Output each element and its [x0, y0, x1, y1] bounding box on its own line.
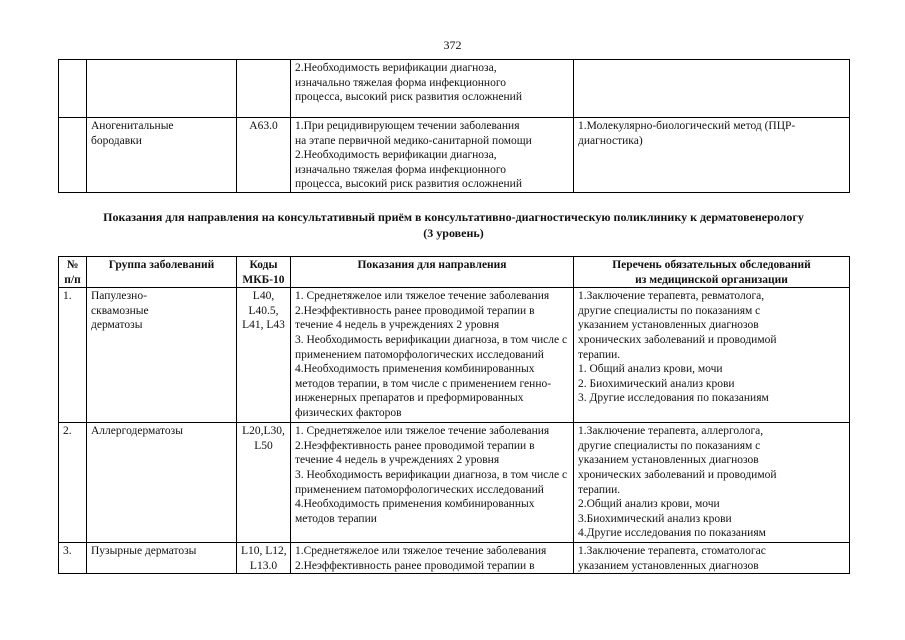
cell-num: 1.	[59, 288, 87, 423]
header-num-line: №	[66, 259, 79, 271]
cell-indications-line: изначально тяжелая форма инфекционного	[295, 163, 507, 176]
cell-group-line: Аногенитальные	[91, 120, 174, 132]
cell-exams-line: 1.Молекулярно-биологический метод (ПЦР-	[578, 120, 796, 132]
cell-exams	[574, 118, 850, 193]
header-indications-line: Показания для направления	[357, 259, 507, 271]
cell-exams	[574, 60, 850, 118]
cell-codes	[237, 423, 291, 543]
cell-group	[87, 118, 237, 193]
cell-group-line: Аллергодерматозы	[91, 425, 183, 438]
header-codes-line: МКБ-10	[242, 273, 285, 286]
cell-indications-line: физических факторов	[295, 406, 402, 419]
cell-exams-line: 1. Общий анализ крови, мочи	[578, 363, 723, 376]
cell-group	[87, 60, 237, 118]
cell-exams-line: 3. Другие исследования по показаниям	[578, 392, 769, 405]
header-num-line: п/п	[64, 273, 81, 286]
cell-group-line: сквамозные	[91, 304, 149, 317]
cell-codes	[237, 288, 291, 423]
cell-indications	[291, 543, 574, 574]
cell-exams-line: 3.Биохимический анализ крови	[578, 512, 732, 525]
header-exams-line: из медицинской организации	[635, 273, 788, 286]
cell-codes	[237, 118, 291, 193]
cell-indications-line: 1.Среднетяжелое или тяжелое течение заболевания	[295, 545, 547, 558]
cell-group	[87, 423, 237, 543]
cell-codes-line: A63.0	[249, 120, 278, 132]
cell-codes-line: L50	[254, 439, 273, 452]
cell-exams-line: 1.Заключение терапевта, ревматолога,	[578, 290, 765, 303]
cell-group	[87, 543, 237, 574]
cell-indications-line: течение 4 недель в учреждениях 2 уровня	[295, 454, 500, 467]
cell-indications-line: методов терапии	[295, 512, 377, 525]
cell-indications-line: методов терапии, в том числе с применением генно-	[295, 377, 552, 390]
cell-exams	[574, 423, 850, 543]
cell-indications-line: течение 4 недель в учреждениях 2 уровня	[295, 319, 500, 332]
table-row	[59, 543, 850, 574]
header-group	[87, 257, 237, 288]
table-header-row	[59, 257, 850, 288]
cell-exams-line: 2.Общий анализ крови, мочи	[578, 498, 720, 511]
section-heading-line-1: Показания для направления на консультативный приём в консультативно-диагностическую поликлинику к дерматовенерологу	[103, 210, 804, 224]
cell-exams-line: хронических заболеваний и проводимой	[578, 333, 777, 346]
cell-indications-line: 3. Необходимость верификации диагноза, в том числе с	[295, 333, 568, 346]
cell-indications-line: применением патоморфологических исследований	[295, 348, 544, 361]
header-group-line: Группа заболеваний	[108, 259, 215, 271]
cell-codes-line: L20,L30,	[242, 425, 285, 438]
cell-group	[87, 288, 237, 423]
page-number: 372	[443, 38, 462, 52]
cell-indications-line: 3. Необходимость верификации диагноза, в том числе с	[295, 468, 568, 481]
cell-codes-line: L10, L12,	[241, 545, 287, 558]
cell-exams-line: указанием установленных диагнозов	[578, 319, 759, 332]
cell-indications-line: применением патоморфологических исследований	[295, 483, 544, 496]
header-codes	[237, 257, 291, 288]
cell-group-line: бородавки	[91, 134, 142, 147]
cell-num: 2.	[59, 423, 87, 543]
cell-group-line: Пузырные дерматозы	[91, 545, 197, 558]
cell-indications-line: процесса, высокий риск развития осложнений	[295, 178, 522, 191]
cell-exams-line: указанием установленных диагнозов	[578, 559, 759, 572]
cell-indications-line: 2.Неэффективность ранее проводимой терапии в	[295, 304, 535, 317]
cell-num	[59, 118, 87, 193]
header-exams	[574, 257, 850, 288]
cell-exams-line: другие специалисты по показаниям с	[578, 439, 761, 452]
cell-num: 3.	[59, 543, 87, 574]
section-heading	[58, 210, 849, 241]
cell-exams-line: 1.Заключение терапевта, аллерголога,	[578, 425, 764, 438]
table-row	[59, 118, 850, 193]
header-num	[59, 257, 87, 288]
cell-codes-line: L40.5,	[248, 304, 279, 317]
cell-indications-line: 2.Необходимость верификации диагноза,	[295, 62, 497, 74]
cell-group-line: дерматозы	[91, 319, 143, 332]
main-table	[58, 256, 850, 574]
cell-indications	[291, 423, 574, 543]
cell-exams-line: 1.Заключение терапевта, стоматологас	[578, 545, 766, 558]
cell-exams-line: хронических заболеваний и проводимой	[578, 468, 777, 481]
cell-codes	[237, 60, 291, 118]
table-row	[59, 60, 850, 118]
cell-indications-line: 1. Среднетяжелое или тяжелое течение заболевания	[295, 425, 550, 438]
cell-exams-line: диагностика)	[578, 134, 643, 147]
cell-codes-line: L13.0	[249, 559, 278, 572]
cell-indications-line: изначально тяжелая форма инфекционного	[295, 76, 507, 89]
cell-indications-line: 2.Необходимость верификации диагноза,	[295, 149, 497, 162]
cell-indications-line: на этапе первичной медико-санитарной помощи	[295, 134, 532, 147]
header-exams-line: Перечень обязательных обследований	[612, 259, 811, 271]
cell-exams-line: терапии.	[578, 348, 621, 361]
cell-indications-line: 4.Необходимость применения комбинированных	[295, 498, 535, 511]
cell-exams-line: 4.Другие исследования по показаниям	[578, 527, 766, 540]
cell-exams-line: терапии.	[578, 483, 621, 496]
cell-exams	[574, 288, 850, 423]
cell-codes	[237, 543, 291, 574]
cell-exams	[574, 543, 850, 574]
cell-codes-line: L40,	[252, 290, 275, 303]
cell-num	[59, 60, 87, 118]
cell-indications-line: 2.Неэффективность ранее проводимой терапии в	[295, 559, 535, 572]
table-row	[59, 288, 850, 423]
cell-indications-line: 2.Неэффективность ранее проводимой терапии в	[295, 439, 535, 452]
cell-indications	[291, 288, 574, 423]
cell-codes-line: L41, L43	[242, 319, 285, 332]
cell-indications-line: инженерных препаратов и преформированных	[295, 392, 524, 405]
cell-group-line: Папулезно-	[91, 290, 147, 303]
cell-exams-line: другие специалисты по показаниям с	[578, 304, 761, 317]
header-indications	[291, 257, 574, 288]
table-row	[59, 423, 850, 543]
cell-indications-line: 1.При рецидивирующем течении заболевания	[295, 120, 520, 132]
cell-indications	[291, 118, 574, 193]
cell-indications	[291, 60, 574, 118]
cell-indications-line: процесса, высокий риск развития осложнений	[295, 91, 522, 104]
section-heading-line-2: (3 уровень)	[423, 225, 484, 240]
cell-indications-line: 1. Среднетяжелое или тяжелое течение заболевания	[295, 290, 550, 303]
header-codes-line: Коды	[249, 259, 278, 271]
cell-indications-line: 4.Необходимость применения комбинированных	[295, 363, 535, 376]
cell-exams-line: 2. Биохимический анализ крови	[578, 377, 735, 390]
top-table	[58, 59, 850, 193]
cell-exams-line: указанием установленных диагнозов	[578, 454, 759, 467]
